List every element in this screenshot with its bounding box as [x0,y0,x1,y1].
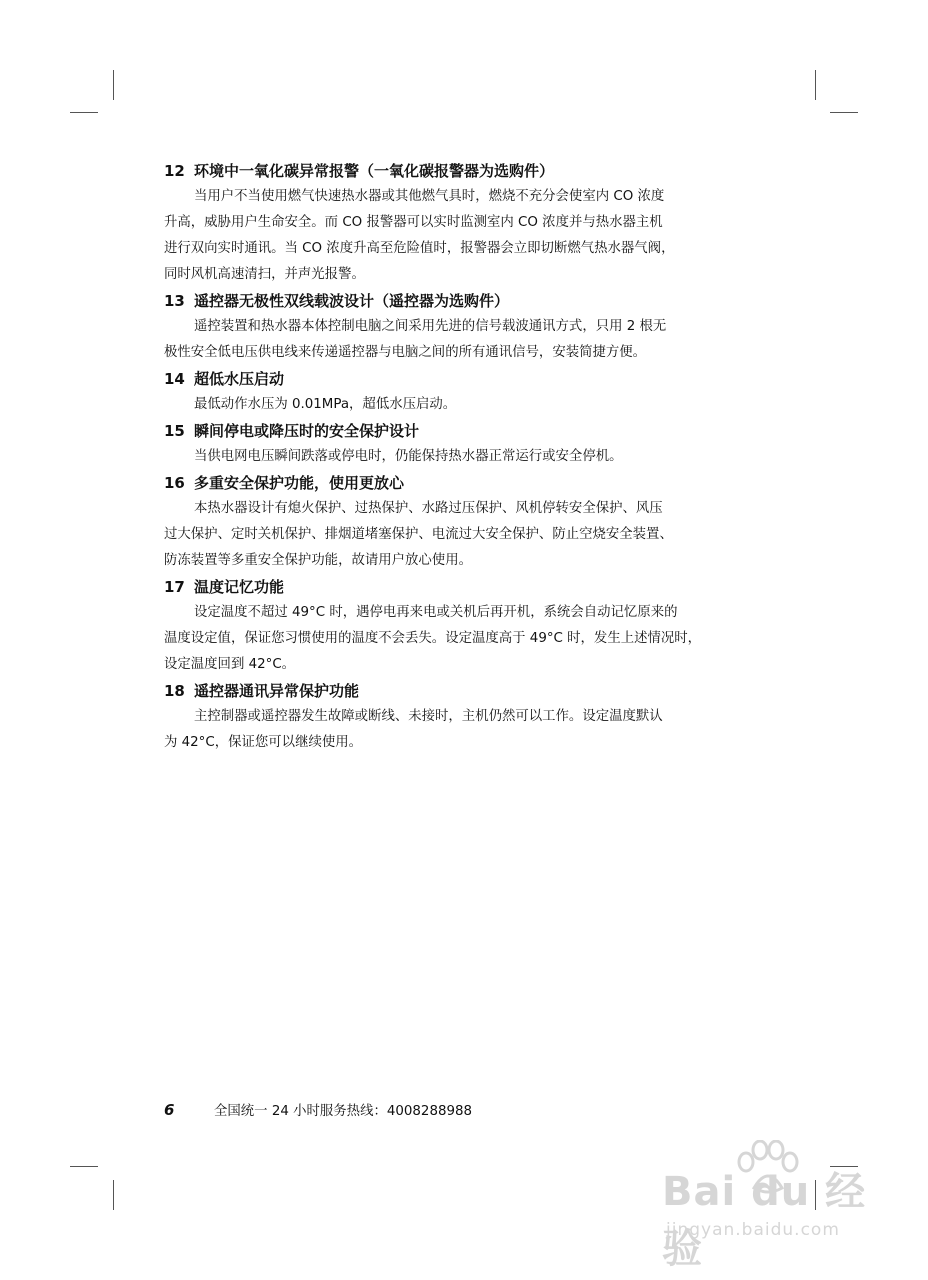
body-line: 为 42°C，保证您可以继续使用。 [164,735,363,750]
body-line: 本热水器设计有熄火保护、过热保护、水路过压保护、风机停转安全保护、风压 [194,501,663,516]
body-line: 当供电网电压瞬间跌落或停电时，仍能保持热水器正常运行或安全停机。 [194,449,623,464]
section-heading [164,678,774,704]
watermark-logo: Bai du 经验 [662,1169,867,1272]
manual-content [164,158,774,756]
body-line: 同时风机高速清扫，并声光报警。 [164,267,365,282]
crop-mark [815,70,816,100]
body-line: 设定温度不超过 49°C 时，遇停电再来电或关机后再开机，系统会自动记忆原来的 [194,605,678,620]
crop-mark [70,1166,98,1167]
body-line: 当用户不当使用燃气快速热水器或其他燃气具时，燃烧不充分会使室内 CO 浓度 [194,189,665,204]
crop-mark [113,1180,114,1210]
section-heading [164,574,774,600]
section-title: 环境中一氧化碳异常报警（一氧化碳报警器为选购件） [194,162,555,180]
service-hotline: 全国统一 24 小时服务热线：4008288988 [214,1104,473,1119]
body-line: 温度设定值，保证您习惯使用的温度不会丢失。设定温度高于 49°C 时，发生上述情况时， [164,631,702,646]
crop-mark [830,112,858,113]
page-footer [164,1100,472,1119]
section-heading [164,418,774,444]
section-body [164,392,774,418]
section-heading [164,366,774,392]
section-number: 17 [164,578,185,596]
section-number: 14 [164,370,185,388]
body-line: 升高，威胁用户生命安全。而 CO 报警器可以实时监测室内 CO 浓度并与热水器主机 [164,215,663,230]
crop-mark [113,70,114,100]
section-title: 遥控器通讯异常保护功能 [194,682,360,700]
section-title: 多重安全保护功能，使用更放心 [194,474,405,492]
page-number: 6 [164,1101,175,1119]
section-body [164,444,774,470]
section-title: 遥控器无极性双线载波设计（遥控器为选购件） [194,292,510,310]
body-line: 极性安全低电压供电线来传递遥控器与电脑之间的所有通讯信号，安装简捷方便。 [164,345,647,360]
body-line: 设定温度回到 42°C。 [164,657,296,672]
section-body [164,184,774,288]
watermark-url: jingyan.baidu.com [666,1220,840,1240]
section-body [164,704,774,756]
section-number: 18 [164,682,185,700]
section-body [164,314,774,366]
body-line: 防冻装置等多重安全保护功能，故请用户放心使用。 [164,553,472,568]
section-heading [164,288,774,314]
crop-mark [70,112,98,113]
body-line: 过大保护、定时关机保护、排烟道堵塞保护、电流过大安全保护、防止空烧安全装置、 [164,527,673,542]
section-title: 瞬间停电或降压时的安全保护设计 [194,422,420,440]
baidu-jingyan-watermark [640,1140,880,1272]
section-number: 13 [164,292,185,310]
section-heading [164,158,774,184]
section-number: 12 [164,162,185,180]
body-line: 进行双向实时通讯。当 CO 浓度升高至危险值时，报警器会立即切断燃气热水器气阀， [164,241,675,256]
section-body [164,600,774,678]
body-line: 遥控装置和热水器本体控制电脑之间采用先进的信号载波通讯方式，只用 2 根无 [194,319,667,334]
section-heading [164,470,774,496]
section-title: 超低水压启动 [194,370,285,388]
section-number: 16 [164,474,185,492]
section-number: 15 [164,422,185,440]
body-line: 主控制器或遥控器发生故障或断线、未接时，主机仍然可以工作。设定温度默认 [194,709,663,724]
section-title: 温度记忆功能 [194,578,285,596]
body-line: 最低动作水压为 0.01MPa，超低水压启动。 [194,397,457,412]
section-body [164,496,774,574]
